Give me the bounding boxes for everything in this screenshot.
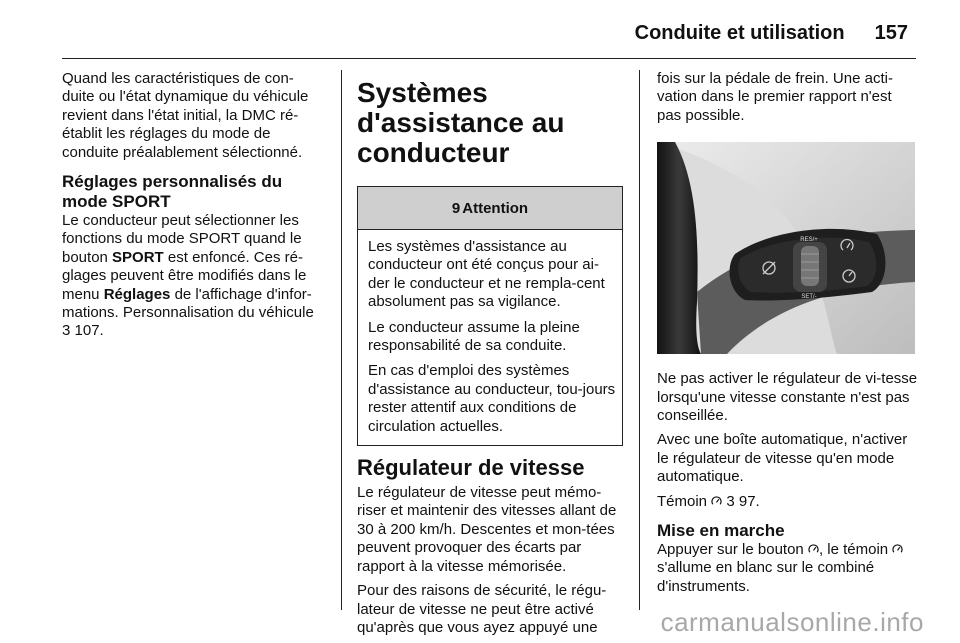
reglages-label: Réglages (103, 285, 171, 303)
column-left (62, 70, 324, 347)
set-label: SET/- (801, 294, 817, 301)
chapter-title: Systèmes d'assistance au conducteur (357, 77, 565, 168)
text-run: Appuyer sur le bouton (657, 541, 808, 559)
page-header (635, 18, 908, 48)
warning-header (358, 187, 622, 230)
text-run: Témoin (657, 492, 712, 510)
steering-wheel-photo (657, 142, 915, 354)
body-paragraph: Pour des raisons de sécurité, le régu-lateur de vitesse ne peut être activé qu'après que vous ayez appuyé une (357, 582, 607, 636)
header-rule (62, 58, 916, 59)
body-paragraph: fois sur la pédale de frein. Une acti-vation dans le premier rapport n'est pas possible. (657, 70, 893, 124)
column-right (657, 70, 919, 602)
cruise-control-heading: Régulateur de vitesse (357, 455, 585, 481)
cruise-control-icon (892, 544, 903, 555)
warning-icon: 9 (451, 199, 461, 217)
column-divider (639, 70, 640, 610)
watermark: carmanualsonline.info (660, 607, 924, 637)
body-paragraph: Avec une boîte automatique, n'activer le régulateur de vitesse qu'en mode automatique. (657, 431, 908, 486)
page-number: 157 (874, 21, 908, 44)
text-run: s'allume en blanc sur le combiné d'instruments. (657, 559, 875, 595)
warning-body (358, 230, 622, 445)
warning-paragraph: En cas d'emploi des systèmes d'assistance au conducteur, tou-jours rester attentif aux conditions de circulation actuelles. (368, 362, 616, 435)
body-paragraph: Le régulateur de vitesse peut mémo-riser et maintenir des vitesses allant de 30 à 200 km/h. Descentes et mon-tées peuvent provoquer des écarts par rapport à la vitesse mémorisée. (357, 484, 617, 575)
warning-box (357, 186, 623, 446)
text-run: Le conducteur peut sélectionner les fonctions du mode SPORT quand le bouton (62, 212, 302, 266)
page-ref-arrow-icon: 3 (726, 492, 735, 510)
res-label: RES/+ (800, 237, 818, 244)
text-run: de l'affichage d'infor-mations. Personnalisation du véhicule (62, 285, 314, 322)
sport-paragraph (62, 212, 324, 341)
text-run: est enfoncé. Ces ré-glages peuvent être modifiés dans le menu (62, 248, 307, 303)
page-ref-link[interactable]: 107. (70, 322, 104, 340)
body-paragraph: Ne pas activer le régulateur de vi-tesse lorsqu'une vitesse constante n'est pas conseillée. (657, 370, 918, 425)
warning-paragraph: Le conducteur assume la pleine responsabilité de sa conduite. (368, 318, 580, 355)
sport-button-label: SPORT (112, 248, 164, 266)
cruise-control-icon (808, 544, 819, 555)
warning-label: Attention (462, 199, 529, 217)
warning-paragraph: Les systèmes d'assistance au conducteur ont été conçus pour ai-der le conducteur et ne rempla-cent absolument pas sa vigilance. (368, 238, 605, 311)
column-divider (341, 70, 342, 610)
temoin-paragraph (657, 493, 919, 511)
text-run: , le témoin (818, 541, 893, 559)
mise-en-marche-heading: Mise en marche (657, 521, 785, 541)
page-ref-link[interactable]: 97. (734, 492, 760, 510)
cruise-control-icon (711, 496, 722, 507)
column-middle (357, 70, 623, 643)
section-title: Conduite et utilisation (634, 21, 845, 44)
intro-paragraph: Quand les caractéristiques de con-duite ou l'état dynamique du véhicule revient dans l'état initial, la DMC ré-établit les réglages du mode de conduite préalablement sélectionné. (62, 70, 309, 161)
body-paragraph (657, 541, 919, 596)
sport-heading: Réglages personnalisés du mode SPORT (62, 172, 283, 212)
page-ref-arrow-icon: 3 (62, 322, 71, 340)
